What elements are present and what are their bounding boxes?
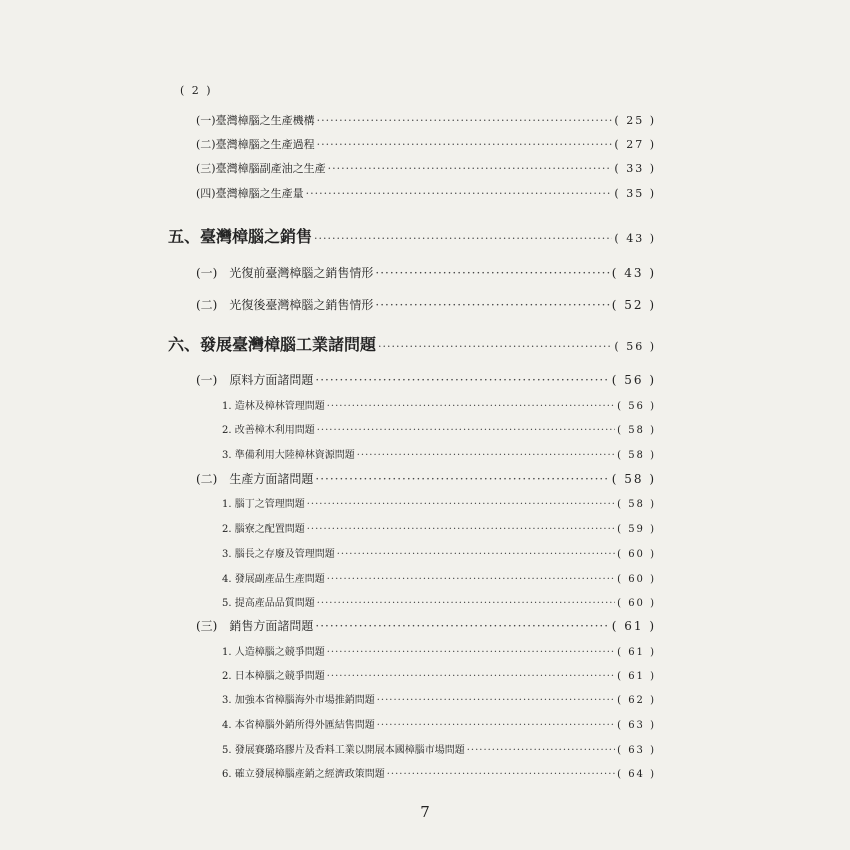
toc-entry-label: (三) 銷售方面諸問題 (196, 619, 314, 633)
leader-dots (327, 647, 615, 658)
toc-item-label: 1. 腦丁之管理問題 (222, 499, 305, 510)
toc-item (222, 741, 656, 756)
toc-item (222, 520, 656, 535)
toc-entry-page: ( 58 ) (617, 425, 656, 436)
toc-entry-page: ( 25 ) (614, 114, 656, 127)
leader-dots (317, 138, 613, 151)
toc-entry (196, 470, 656, 487)
toc-section (168, 332, 656, 355)
toc-entry-page: ( 61 ) (617, 647, 656, 658)
leader-dots (317, 425, 615, 436)
leader-dots (387, 769, 615, 780)
toc-entry-label: (二) 生產方面諸問題 (196, 472, 314, 486)
toc-item-label: 2. 腦寮之配置問題 (222, 524, 305, 535)
leader-dots (315, 472, 609, 486)
toc-item-label: 6. 確立發展樟腦產銷之經濟政策問題 (222, 769, 385, 780)
toc-entry-page: ( 60 ) (617, 549, 656, 560)
toc-entry (196, 264, 656, 281)
toc-item (222, 691, 656, 706)
toc-entry-page: ( 58 ) (617, 499, 656, 510)
toc-item (222, 667, 656, 682)
toc-entry (196, 371, 656, 388)
toc-item-label: 4. 本省樟腦外銷所得外匯結售問題 (222, 720, 375, 731)
toc-item (222, 397, 656, 412)
toc-entry-label: (二)臺灣樟腦之生產過程 (196, 138, 315, 151)
leader-dots (467, 745, 615, 756)
toc-section-label: 六、發展臺灣樟腦工業諸問題 (168, 335, 377, 354)
toc-section (168, 224, 656, 247)
leader-dots (307, 499, 615, 510)
toc-entry-page: ( 58 ) (611, 472, 656, 486)
toc-entry-page: ( 60 ) (617, 598, 656, 609)
toc-entry-page: ( 58 ) (617, 450, 656, 461)
toc-item-label: 2. 改善樟木利用問題 (222, 425, 315, 436)
toc-item (222, 446, 656, 461)
toc-item-label: 1. 造林及樟林管理問題 (222, 401, 325, 412)
leader-dots (328, 162, 613, 175)
toc-item (222, 495, 656, 510)
toc-entry (196, 160, 656, 176)
leader-dots (375, 266, 609, 280)
toc-entry-page: ( 62 ) (617, 695, 656, 706)
toc-entry-page: ( 61 ) (611, 619, 656, 633)
toc-entry-label: (一) 原料方面諸問題 (196, 373, 314, 387)
toc-entry-label: (二) 光復後臺灣樟腦之銷售情形 (196, 298, 374, 312)
continued-marker: ( 2 ) (180, 84, 213, 97)
toc-entry (196, 185, 656, 201)
leader-dots (315, 373, 609, 387)
toc-entry-page: ( 56 ) (614, 340, 656, 353)
leader-dots (327, 574, 615, 585)
toc-item-label: 3. 腦長之存廢及管理問題 (222, 549, 335, 560)
toc-item (222, 765, 656, 780)
toc-entry (196, 112, 656, 128)
leader-dots (317, 114, 613, 127)
toc-entry-page: ( 56 ) (611, 373, 656, 387)
toc-entry-page: ( 63 ) (617, 745, 656, 756)
toc-item-label: 3. 加強本省樟腦海外市場推銷問題 (222, 695, 375, 706)
leader-dots (314, 232, 612, 245)
leader-dots (375, 298, 609, 312)
toc-entry-page: ( 33 ) (614, 162, 656, 175)
toc-entry (196, 296, 656, 313)
leader-dots (378, 340, 612, 353)
leader-dots (357, 450, 615, 461)
toc-item (222, 643, 656, 658)
leader-dots (315, 619, 609, 633)
toc-item-label: 1. 人造樟腦之競爭問題 (222, 647, 325, 658)
toc-item-label: 5. 提高產品品質問題 (222, 598, 315, 609)
toc-entry-page: ( 27 ) (614, 138, 656, 151)
toc-entry-page: ( 59 ) (617, 524, 656, 535)
toc-item-label: 4. 發展副產品生產問題 (222, 574, 325, 585)
toc-item-label: 3. 準備利用大陸樟林資源問題 (222, 450, 355, 461)
leader-dots (307, 524, 615, 535)
toc-entry-page: ( 63 ) (617, 720, 656, 731)
toc-entry-page: ( 61 ) (617, 671, 656, 682)
toc-item (222, 716, 656, 731)
leader-dots (327, 401, 615, 412)
leader-dots (377, 720, 615, 731)
leader-dots (327, 671, 615, 682)
toc-item (222, 570, 656, 585)
toc-entry-page: ( 64 ) (617, 769, 656, 780)
leader-dots (317, 598, 615, 609)
toc-entry (196, 617, 656, 634)
toc-entry-label: (一)臺灣樟腦之生產機構 (196, 114, 315, 127)
toc-entry-label: (四)臺灣樟腦之生產量 (196, 187, 304, 200)
leader-dots (337, 549, 615, 560)
toc-entry (196, 136, 656, 152)
leader-dots (377, 695, 615, 706)
toc-entry-label: (一) 光復前臺灣樟腦之銷售情形 (196, 266, 374, 280)
page-number: 7 (420, 803, 430, 821)
toc-item (222, 545, 656, 560)
toc-item (222, 594, 656, 609)
toc-item (222, 421, 656, 436)
toc-section-label: 五、臺灣樟腦之銷售 (168, 227, 313, 246)
toc-item-label: 5. 發展賽璐珞膠片及香料工業以開展本國樟腦市場問題 (222, 745, 465, 756)
toc-entry-page: ( 35 ) (614, 187, 656, 200)
toc-item-label: 2. 日本樟腦之競爭問題 (222, 671, 325, 682)
toc-entry-page: ( 52 ) (611, 298, 656, 312)
toc-entry-page: ( 60 ) (617, 574, 656, 585)
leader-dots (306, 187, 613, 200)
toc-entry-page: ( 56 ) (617, 401, 656, 412)
toc-entry-label: (三)臺灣樟腦副產油之生產 (196, 162, 326, 175)
toc-entry-page: ( 43 ) (614, 232, 656, 245)
toc-entry-page: ( 43 ) (611, 266, 656, 280)
